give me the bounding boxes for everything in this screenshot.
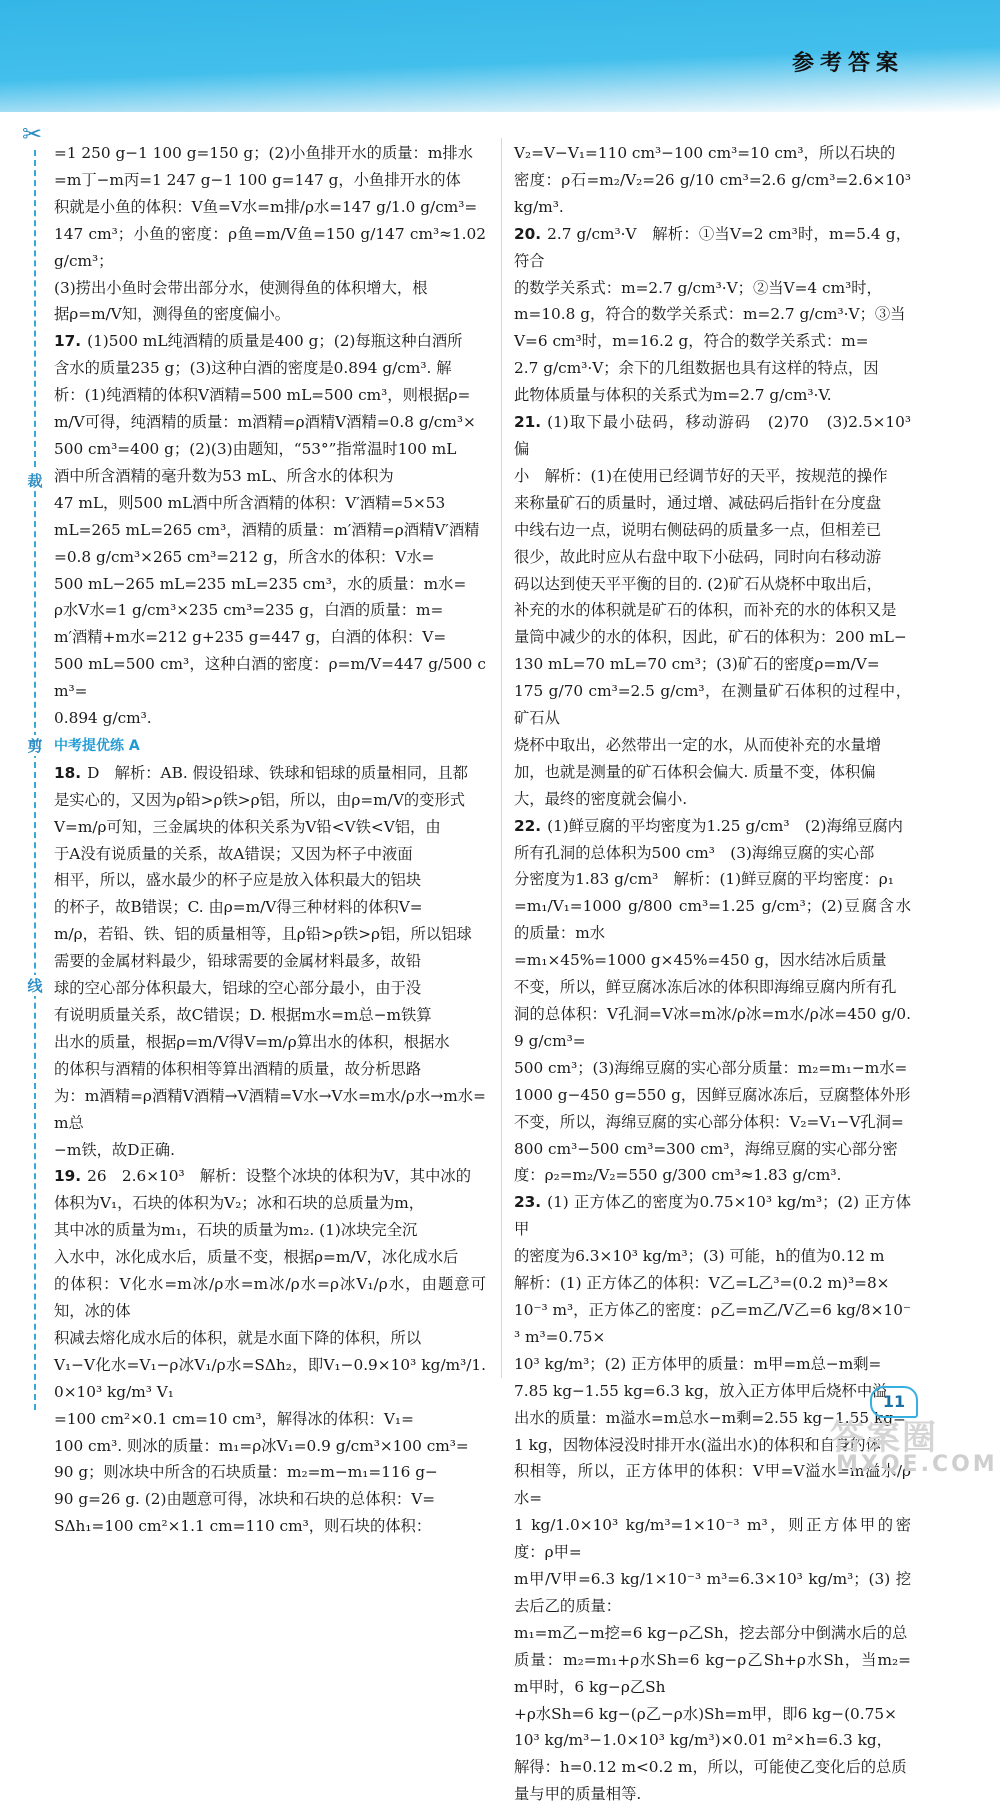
text-line: 积相等，所以，正方体甲的体积：V甲=V溢水=m溢水/ρ水= [514,1462,911,1508]
text-line: 质量：m₂=m₁+ρ水Sh=6 kg−ρ乙Sh+ρ水Sh，当m₂=m甲时，6 kg−ρ乙Sh [514,1650,911,1696]
text-line: 所有孔洞的总体积为500 cm³ (3)海绵豆腐的实心部 [514,843,875,862]
answer-17 [54,328,486,732]
section-heading: 中考提优练 A [54,737,140,754]
watermark-logo: 答案圈 [830,1418,938,1458]
text-line: 此物体质量与体积的关系式为m=2.7 g/cm³·V. [514,386,832,405]
text-line: 是实心的，又因为ρ铅>ρ铁>ρ铝，所以，由ρ=m/V的变形式 [54,790,466,809]
text-line: 补充的水的体积就是矿石的体积，而补充的水的体积又是 [514,601,897,620]
page-number: 11 [870,1386,918,1418]
answer-23 [514,1189,911,1808]
text-line: 10³ kg/m³−1.0×10³ kg/m³)×0.01 m²×h=6.3 kg， [514,1731,892,1750]
text-line: 需要的金属材料最少，铅球需要的金属材料最多，故铅 [54,952,422,971]
question-number: 20. [514,224,542,243]
text-line: 的杯子，故B错误；C. 由ρ=m/V得三种材料的体积V= [54,898,423,917]
question-number: 22. [514,816,542,835]
text-line: 10³ kg/m³；(2) 正方体甲的质量：m甲=m总−m剩= [514,1354,882,1373]
text-line: V₂=V−V₁=110 cm³−100 cm³=10 cm³，所以石块的 [514,144,896,162]
text-line: 小 解析：(1)在使用已经调节好的天平，按规范的操作 [514,466,888,485]
answer-16-continuation [54,140,486,328]
text-line: 147 cm³；小鱼的密度：ρ鱼=m/V鱼=150 g/147 cm³≈1.02 g/cm³； [54,224,486,270]
text-line: 入水中，冰化成水后，质量不变，根据ρ=m/V，冰化成水后 [54,1248,459,1267]
watermark-url: MXQE.COM [836,1452,998,1477]
text-line: 500 mL−265 mL=235 mL=235 cm³，水的质量：m水= [54,574,467,593]
question-number: 17. [54,332,82,351]
text-line: 解析：(1) 正方体乙的体积：V乙=L乙³=(0.2 m)³=8× [514,1274,890,1293]
text-line: =1 250 g−1 100 g=150 g；(2)小鱼排开水的质量：m排水 [54,144,473,162]
text-line: D 解析：AB. 假设铅球、铁球和铝球的质量相同，且都 [87,763,468,782]
text-line: (1)500 mL纯酒精的质量是400 g；(2)每瓶这种白酒所 [87,332,463,351]
text-line: 积就是小鱼的体积：V鱼=V水=m排/ρ水=147 g/1.0 g/cm³= [54,197,478,216]
text-line: (1) 正方体乙的密度为0.75×10³ kg/m³；(2) 正方体甲 [514,1193,911,1239]
text-line: mL=265 mL=265 cm³，酒精的质量：m′酒精=ρ酒精V′酒精 [54,520,480,539]
text-line: 不变，所以，鲜豆腐冰冻后冰的体积即海绵豆腐内所有孔 [514,978,897,997]
text-line: +ρ水Sh=6 kg−(ρ乙−ρ水)Sh=m甲，即6 kg−(0.75× [514,1704,897,1723]
text-line: 的体积：V化水=m冰/ρ水=m冰/ρ水=ρ冰V₁/ρ水，由题意可知，冰的体 [54,1275,486,1320]
text-line: 100 cm³. 则冰的质量：m₁=ρ冰V₁=0.9 g/cm³×100 cm³= [54,1436,469,1455]
text-line: =m₁/V₁=1000 g/800 cm³=1.25 g/cm³；(2)豆腐含水的质量：m水 [514,897,911,943]
scissors-icon: ✂ [22,120,43,148]
cut-line [34,150,36,1410]
answer-21 [514,409,927,813]
text-line: 500 cm³=400 g；(2)(3)由题知，“53°”指常温时100 mL [54,439,457,458]
answer-19 [54,1163,486,1540]
text-line: 2.7 g/cm³·V 解析：①当V=2 cm³时，m=5.4 g，符合 [514,224,911,270]
text-line: 度：ρ₂=m₂/V₂=550 g/300 cm³≈1.83 g/cm³. [514,1166,842,1185]
text-line: =0.8 g/cm³×265 cm³=212 g，所含水的体积：V水= [54,547,435,566]
text-line: 26 2.6×10³ 解析：设整个冰块的体积为V，其中冰的 [87,1167,472,1186]
text-line: m=10.8 g，符合的数学关系式：m=2.7 g/cm³·V；③当 [514,305,906,324]
text-line: m甲/V甲=6.3 kg/1×10⁻³ m³=6.3×10³ kg/m³；(3) 挖去后乙的质量： [514,1570,911,1615]
text-line: =m₁×45%=1000 g×45%=450 g，因水结冰后质量 [514,951,887,970]
text-line: 解得：h=0.12 m<0.2 m，所以，可能使乙变化后的总质 [514,1758,907,1777]
cut-label-3: 线 [25,975,45,996]
text-line: ρ水V水=1 g/cm³×235 cm³=235 g，白酒的质量：m= [54,601,444,620]
text-line: V₁−V化水=V₁−ρ冰V₁/ρ水=SΔh₂，即V₁−0.9×10³ kg/m³/1.0×10³ kg/m³ V₁ [54,1355,486,1401]
text-line: m₁=m乙−m挖=6 kg−ρ乙Sh，挖去部分中倒满水后的总 [514,1623,908,1642]
text-line: 加，也就是测量的矿石体积会偏大. 质量不变，体积偏 [514,762,876,781]
text-line: 大，最终的密度就会偏小. [514,789,688,808]
text-line: 为：m酒精=ρ酒精V酒精→V酒精=V水→V水=m水/ρ水→m水=m总 [54,1086,486,1132]
text-line: 据ρ=m/V知，测得鱼的密度偏小。 [54,305,291,324]
text-line: 很少，故此时应从右盘中取下小砝码，同时向右移动游 [514,547,882,566]
text-line: 的密度为6.3×10³ kg/m³；(3) 可能，h的值为0.12 m [514,1247,885,1266]
text-line: 不变，所以，海绵豆腐的实心部分体积：V₂=V₁−V孔洞= [514,1112,904,1131]
answer-19-continuation [514,140,911,221]
text-line: 来称量矿石的质量时，通过增、减砝码后指针在分度盘 [514,493,882,512]
text-line: m/V可得，纯酒精的质量：m酒精=ρ酒精V酒精=0.8 g/cm³× [54,413,476,432]
text-line: 出水的质量，根据ρ=m/V得V=m/ρ算出水的体积，根据水 [54,1032,450,1051]
text-line: 0.894 g/cm³. [54,709,152,728]
text-line: 10⁻³ m³，正方体乙的密度：ρ乙=m乙/V乙=6 kg/8×10⁻³ m³=0.75× [514,1300,911,1346]
text-line: 7.85 kg−1.55 kg=6.3 kg，放入正方体甲后烧杯中溢 [514,1381,888,1400]
text-line: 500 cm³；(3)海绵豆腐的实心部分质量：m₂=m₁−m水= [514,1058,908,1077]
text-line: 1 kg/1.0×10³ kg/m³=1×10⁻³ m³，则正方体甲的密度：ρ甲= [514,1516,911,1562]
question-number: 18. [54,763,82,782]
question-number: 23. [514,1193,542,1212]
text-line: SΔh₁=100 cm²×1.1 cm=110 cm³，则石块的体积： [54,1517,432,1536]
text-line: 含水的质量235 g；(3)这种白酒的密度是0.894 g/cm³. 解 [54,359,452,378]
text-line: m′酒精+m水=212 g+235 g=447 g，白酒的体积：V= [54,628,447,647]
text-line: (1)取下最小砝码，移动游码 (2)70 (3)2.5×10³ 偏 [514,413,927,458]
text-line: 量筒中减少的水的体积，因此，矿石的体积为：200 mL− [514,628,907,647]
question-number: 19. [54,1167,82,1186]
text-line: V=m/ρ可知，三金属块的体积关系为V铅<V铁<V铝，由 [54,817,441,836]
text-line: (3)捞出小鱼时会带出部分水，使测得鱼的体积增大，根 [54,278,428,297]
text-line: 1000 g−450 g=550 g，因鲜豆腐冰冻后，豆腐整体外形 [514,1085,911,1104]
text-line: 洞的总体积：V孔洞=V冰=m冰/ρ冰=m水/ρ冰=450 g/0.9 g/cm³= [514,1005,911,1050]
header-banner [0,0,1000,112]
text-line: 的体积与酒精的体积相等算出酒精的质量，故分析思路 [54,1059,422,1078]
text-line: 出水的质量：m溢水=m总水−m剩=2.55 kg−1.55 kg= [514,1408,906,1427]
text-line: 175 g/70 cm³=2.5 g/cm³，在测量矿石体积的过程中，矿石从 [514,682,911,728]
text-line: 球的空心部分体积最大，铝球的空心部分最小，由于没 [54,979,422,998]
text-line: 1 kg，因物体浸没时排开水(溢出水)的体积和自身的体 [514,1435,881,1454]
text-line: (1)鲜豆腐的平均密度为1.25 g/cm³ (2)海绵豆腐内 [547,816,903,835]
text-line: 800 cm³−500 cm³=300 cm³，海绵豆腐的实心部分密 [514,1139,898,1158]
answer-18 [54,760,486,1164]
text-line: 量与甲的质量相等. [514,1785,642,1804]
text-line: 90 g；则冰块中所含的石块质量：m₂=m−m₁=116 g− [54,1463,438,1482]
answer-20 [514,221,911,409]
text-line: 分密度为1.83 g/cm³ 解析：(1)鲜豆腐的平均密度：ρ₁ [514,870,894,889]
text-line: 的数学关系式：m=2.7 g/cm³·V；②当V=4 cm³时， [514,278,882,297]
text-line: 积减去熔化成水后的体积，就是水面下降的体积，所以 [54,1328,422,1347]
question-number: 21. [514,413,542,432]
text-line: −m铁，故D正确. [54,1140,175,1159]
text-line: =m丁−m丙=1 247 g−1 100 g=147 g，小鱼排开水的体 [54,170,461,189]
text-line: 相平，所以，盛水最少的杯子应是放入体积最大的铝块 [54,871,422,890]
text-line: 有说明质量关系，故C错误；D. 根据m水=m总−m铁算 [54,1006,432,1024]
text-line: 中线右边一点，说明右侧砝码的质量多一点，但相差已 [514,520,882,539]
text-line: 130 mL=70 mL=70 cm³；(3)矿石的密度ρ=m/V= [514,655,880,674]
text-line: 500 mL=500 cm³，这种白酒的密度：ρ=m/V=447 g/500 cm³= [54,655,486,701]
column-divider [501,138,502,1378]
text-line: V=6 cm³时，m=16.2 g，符合的数学关系式：m= [514,332,869,351]
cut-label-1: 裁 [25,470,45,491]
text-line: 烧杯中取出，必然带出一定的水，从而使补充的水量增 [514,735,882,754]
text-line: m/ρ，若铅、铁、铝的质量相等，且ρ铅>ρ铁>ρ铝，所以铝球 [54,925,472,944]
cut-label-2: 剪 [25,735,45,756]
left-column [54,140,486,1540]
text-line: 90 g=26 g. (2)由题意可得，冰块和石块的总体积：V= [54,1490,436,1509]
text-line: 密度：ρ石=m₂/V₂=26 g/10 cm³=2.6 g/cm³=2.6×10³ kg/m³. [514,170,911,216]
text-line: 码以达到使天平平衡的目的. (2)矿石从烧杯中取出后， [514,574,882,593]
answer-22 [514,813,911,1190]
page-header-title: 参考答案 [791,51,904,76]
text-line: 于A没有说质量的关系，故A错误；又因为杯子中液面 [54,844,413,863]
text-line: 47 mL，则500 mL酒中所含酒精的体积：V′酒精=5×53 [54,493,446,512]
text-line: 2.7 g/cm³·V；余下的几组数据也具有这样的特点，因 [514,359,879,378]
text-line: 酒中所含酒精的毫升数为53 mL、所含水的体积为 [54,466,394,485]
text-line: 其中冰的质量为m₁，石块的质量为m₂. (1)冰块完全沉 [54,1221,418,1240]
text-line: =100 cm²×0.1 cm=10 cm³，解得冰的体积：V₁= [54,1409,414,1428]
text-line: 体积为V₁，石块的体积为V₂；冰和石块的总质量为m， [54,1194,425,1213]
text-line: 析：(1)纯酒精的体积V酒精=500 mL=500 cm³，则根据ρ= [54,386,471,405]
